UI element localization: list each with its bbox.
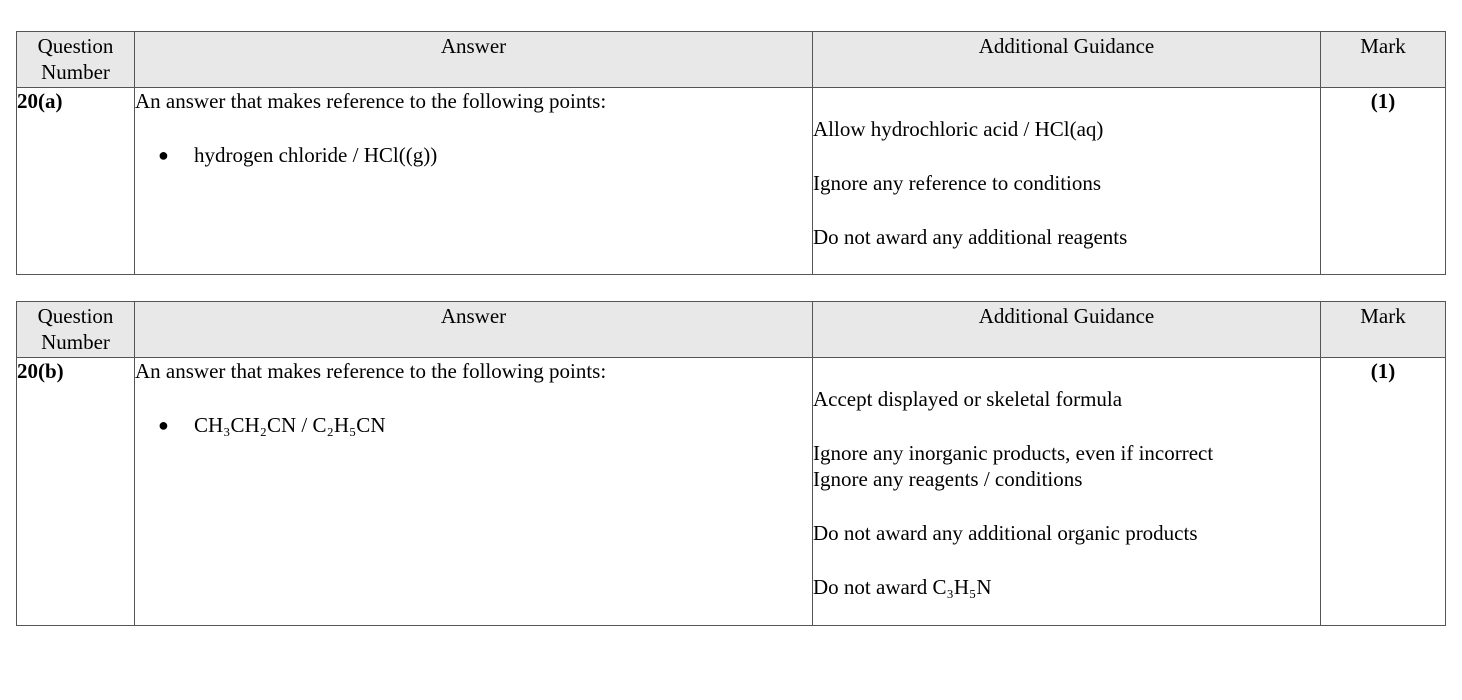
answer-intro: An answer that makes reference to the following points: <box>135 89 607 113</box>
question-number: 20(b) <box>17 358 135 626</box>
answer-bullet-text: CH₃CH₂CN / C₂H₅CN <box>194 413 386 437</box>
header-row <box>17 302 1446 358</box>
guidance-line: Ignore any inorganic products, even if incorrect <box>813 441 1214 465</box>
guidance-line: Allow hydrochloric acid / HCl(aq) <box>813 117 1104 141</box>
header-question-number: Question Number <box>17 302 135 358</box>
mark-value: (1) <box>1321 358 1446 626</box>
guidance-line: Ignore any reference to conditions <box>813 171 1102 195</box>
mark-value: (1) <box>1321 88 1446 275</box>
answer-bullet-item <box>135 142 812 168</box>
answer-intro: An answer that makes reference to the following points: <box>135 359 607 383</box>
guidance-line: Ignore any reagents / conditions <box>813 467 1083 491</box>
header-additional-guidance: Additional Guidance <box>813 302 1321 358</box>
bullet-icon: ● <box>158 145 169 165</box>
guidance-cell <box>813 88 1321 275</box>
answer-cell <box>135 88 813 275</box>
question-number: 20(a) <box>17 88 135 275</box>
answer-bullet-item <box>135 412 812 438</box>
guidance-line: Do not award any additional reagents <box>813 225 1128 249</box>
header-answer: Answer <box>135 302 813 358</box>
guidance-line: Accept displayed or skeletal formula <box>813 387 1123 411</box>
guidance-line: Do not award any additional organic products <box>813 521 1198 545</box>
header-additional-guidance: Additional Guidance <box>813 32 1321 88</box>
mark-scheme-table-20a <box>16 31 1446 275</box>
header-mark: Mark <box>1321 32 1446 88</box>
answer-bullet-text: hydrogen chloride / HCl((g)) <box>194 143 438 167</box>
answer-cell <box>135 358 813 626</box>
header-mark: Mark <box>1321 302 1446 358</box>
table-row <box>17 88 1446 275</box>
guidance-cell <box>813 358 1321 626</box>
header-row <box>17 32 1446 88</box>
bullet-icon: ● <box>158 415 169 435</box>
header-question-number: Question Number <box>17 32 135 88</box>
table-row <box>17 358 1446 626</box>
mark-scheme-table-20b <box>16 301 1446 626</box>
guidance-line: Do not award C₃H₅N <box>813 575 992 599</box>
header-answer: Answer <box>135 32 813 88</box>
